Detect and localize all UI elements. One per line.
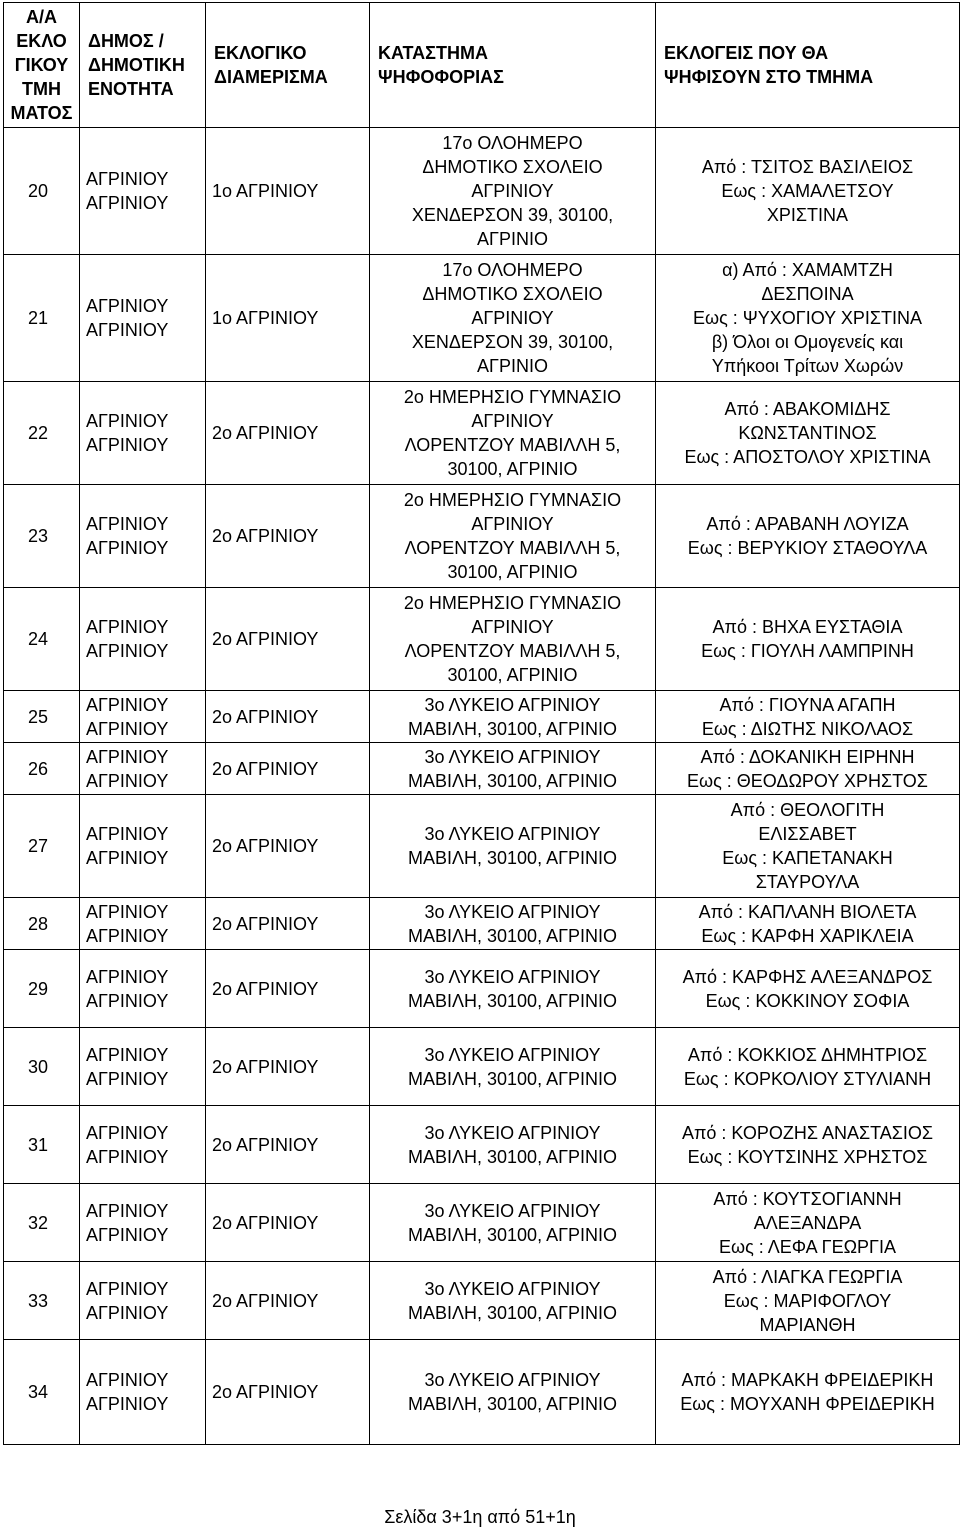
- district-cell: 2ο ΑΓΡΙΝΙΟΥ: [206, 1106, 370, 1184]
- voters-range-cell: [656, 128, 960, 255]
- municipality-line: ΑΓΡΙΝΙΟΥ: [86, 514, 169, 534]
- municipality-line: ΑΓΡΙΝΙΟΥ: [86, 411, 169, 431]
- municipality-line: ΑΓΡΙΝΙΟΥ: [86, 966, 169, 987]
- table-row: [4, 1262, 960, 1340]
- municipality-cell: [80, 950, 206, 1028]
- municipality-line: ΑΓΡΙΝΙΟΥ: [86, 1146, 169, 1167]
- header-aa-line: ΤΜΗ: [22, 79, 61, 99]
- municipality-cell: [80, 1340, 206, 1445]
- polling-store-line: ΑΓΡΙΝΙΟΥ: [471, 411, 554, 431]
- table-row: [4, 1028, 960, 1106]
- section-number: 28: [4, 898, 80, 950]
- polling-store-cell: [370, 743, 656, 795]
- header-municipality: [80, 3, 206, 128]
- voters-range-line: Εως : ΨΥΧΟΓΙΟΥ ΧΡΙΣΤΙΝΑ: [693, 308, 922, 328]
- voters-range-cell: [656, 485, 960, 588]
- voters-range-line: ΔΕΣΠΟΙΝΑ: [761, 284, 854, 304]
- table-body: [4, 128, 960, 1445]
- voters-range-line: ΧΡΙΣΤΙΝΑ: [766, 205, 849, 225]
- polling-store-line: ΧΕΝΔΕΡΣΟΝ 39, 30100,: [411, 332, 614, 352]
- table-row: [4, 382, 960, 485]
- voters-range-line: Εως : ΚΟΥΤΣΙΝΗΣ ΧΡΗΣΤΟΣ: [687, 1146, 928, 1167]
- voters-range-line: ΜΑΡΙΑΝΘΗ: [759, 1314, 856, 1335]
- polling-store-line: ΜΑΒΙΛΗ, 30100, ΑΓΡΙΝΙΟ: [407, 1394, 618, 1414]
- voters-range-cell: [656, 950, 960, 1028]
- polling-store-line: ΑΓΡΙΝΙΟΥ: [471, 181, 554, 201]
- polling-store-line: ΛΟΡΕΝΤΖΟΥ ΜΑΒΙΛΛΗ 5,: [404, 435, 621, 455]
- voters-range-line: Εως : ΒΕΡΥΚΙΟΥ ΣΤΑΘΟΥΛΑ: [687, 538, 928, 558]
- polling-store-cell: [370, 1106, 656, 1184]
- polling-store-line: 3ο ΛΥΚΕΙΟ ΑΓΡΙΝΙΟΥ: [424, 1044, 601, 1065]
- polling-store-line: ΑΓΡΙΝΙΟ: [477, 229, 548, 249]
- table-row: [4, 743, 960, 795]
- municipality-cell: [80, 743, 206, 795]
- header-aa: [4, 3, 80, 128]
- header-district-line: ΕΚΛΟΓΙΚΟ: [214, 43, 307, 63]
- district-cell: 2ο ΑΓΡΙΝΙΟΥ: [206, 795, 370, 898]
- voters-range-line: Εως : ΚΟΡΚΟΛΙΟΥ ΣΤΥΛΙΑΝΗ: [683, 1068, 932, 1089]
- section-number: 34: [4, 1340, 80, 1445]
- polling-store-cell: [370, 898, 656, 950]
- polling-store-cell: [370, 691, 656, 743]
- municipality-cell: [80, 128, 206, 255]
- municipality-cell: [80, 255, 206, 382]
- voters-range-line: ΣΤΑΥΡΟΥΛΑ: [755, 872, 860, 892]
- voters-range-line: Εως : ΚΑΠΕΤΑΝΑΚΗ: [722, 848, 893, 868]
- voters-range-line: Από : ΘΕΟΛΟΓΙΤΗ: [730, 800, 885, 820]
- section-number: 24: [4, 588, 80, 691]
- district-cell: 2ο ΑΓΡΙΝΙΟΥ: [206, 1028, 370, 1106]
- municipality-cell: [80, 795, 206, 898]
- header-store-line: ΨΗΦΟΦΟΡΙΑΣ: [378, 67, 504, 87]
- polling-store-line: 17ο ΟΛΟΗΜΕΡΟ: [442, 260, 583, 280]
- section-number: 26: [4, 743, 80, 795]
- voters-range-line: Εως : ΚΑΡΦΗ ΧΑΡΙΚΛΕΙΑ: [701, 925, 914, 946]
- municipality-cell: [80, 1106, 206, 1184]
- header-aa-line: Α/Α: [26, 7, 57, 27]
- table-row: [4, 128, 960, 255]
- voters-range-line: Εως : ΓΙΟΥΛΗ ΛΑΜΠΡΙΝΗ: [701, 641, 914, 661]
- header-store-line: ΚΑΤΑΣΤΗΜΑ: [378, 43, 488, 63]
- voters-range-line: α) Από : ΧΑΜΑΜΤΖΗ: [722, 260, 893, 280]
- polling-store-line: 3ο ΛΥΚΕΙΟ ΑΓΡΙΝΙΟΥ: [424, 1200, 601, 1221]
- voters-range-cell: [656, 382, 960, 485]
- municipality-line: ΑΓΡΙΝΙΟΥ: [86, 694, 169, 715]
- polling-store-line: ΜΑΒΙΛΗ, 30100, ΑΓΡΙΝΙΟ: [407, 1068, 618, 1089]
- polling-store-line: ΜΑΒΙΛΗ, 30100, ΑΓΡΙΝΙΟ: [407, 1224, 618, 1245]
- municipality-cell: [80, 485, 206, 588]
- district-cell: 2ο ΑΓΡΙΝΙΟΥ: [206, 898, 370, 950]
- voters-range-line: ΑΛΕΞΑΝΔΡΑ: [753, 1212, 862, 1233]
- page-footer: Σελίδα 3+1η από 51+1η: [384, 1507, 576, 1527]
- municipality-line: ΑΓΡΙΝΙΟΥ: [86, 169, 169, 189]
- municipality-line: ΑΓΡΙΝΙΟΥ: [86, 1302, 169, 1323]
- polling-store-cell: [370, 382, 656, 485]
- polling-store-line: ΜΑΒΙΛΗ, 30100, ΑΓΡΙΝΙΟ: [407, 718, 618, 739]
- voters-range-line: Από : ΚΟΥΤΣΟΓΙΑΝΝΗ: [713, 1188, 902, 1209]
- district-cell: 1ο ΑΓΡΙΝΙΟΥ: [206, 128, 370, 255]
- header-district: [206, 3, 370, 128]
- polling-store-line: 3ο ΛΥΚΕΙΟ ΑΓΡΙΝΙΟΥ: [424, 901, 601, 922]
- municipality-line: ΑΓΡΙΝΙΟΥ: [86, 901, 169, 922]
- polling-store-line: ΧΕΝΔΕΡΣΟΝ 39, 30100,: [411, 205, 614, 225]
- district-cell: 2ο ΑΓΡΙΝΙΟΥ: [206, 743, 370, 795]
- header-municipality-line: ΔΗΜΟΤΙΚΗ: [88, 55, 185, 75]
- municipality-line: ΑΓΡΙΝΙΟΥ: [86, 1224, 169, 1245]
- municipality-line: ΑΓΡΙΝΙΟΥ: [86, 990, 169, 1011]
- municipality-line: ΑΓΡΙΝΙΟΥ: [86, 1044, 169, 1065]
- municipality-line: ΑΓΡΙΝΙΟΥ: [86, 193, 169, 213]
- district-cell: 2ο ΑΓΡΙΝΙΟΥ: [206, 1262, 370, 1340]
- voters-range-line: Εως : ΧΑΜΑΛΕΤΣΟΥ: [721, 181, 894, 201]
- municipality-line: ΑΓΡΙΝΙΟΥ: [86, 320, 169, 340]
- table-row: [4, 1184, 960, 1262]
- voters-range-cell: [656, 1340, 960, 1445]
- section-number: 30: [4, 1028, 80, 1106]
- voters-range-line: Από : ΓΙΟΥΝΑ ΑΓΑΠΗ: [719, 694, 896, 715]
- polling-store-line: ΜΑΒΙΛΗ, 30100, ΑΓΡΙΝΙΟ: [407, 990, 618, 1011]
- header-voters: [656, 3, 960, 128]
- municipality-cell: [80, 588, 206, 691]
- polling-store-cell: [370, 795, 656, 898]
- voters-range-cell: [656, 1262, 960, 1340]
- polling-store-line: ΜΑΒΙΛΗ, 30100, ΑΓΡΙΝΙΟ: [407, 925, 618, 946]
- voters-range-line: Από : ΔΟΚΑΝΙΚΗ ΕΙΡΗΝΗ: [700, 746, 915, 767]
- voters-range-line: Από : ΤΣΙΤΟΣ ΒΑΣΙΛΕΙΟΣ: [701, 157, 914, 177]
- voters-range-cell: [656, 255, 960, 382]
- polling-store-line: ΔΗΜΟΤΙΚΟ ΣΧΟΛΕΙΟ: [422, 157, 603, 177]
- district-cell: 2ο ΑΓΡΙΝΙΟΥ: [206, 382, 370, 485]
- polling-stations-table: [3, 2, 960, 1445]
- polling-store-line: ΜΑΒΙΛΗ, 30100, ΑΓΡΙΝΙΟ: [407, 1302, 618, 1323]
- polling-store-line: ΑΓΡΙΝΙΟΥ: [471, 308, 554, 328]
- header-municipality-line: ΕΝΟΤΗΤΑ: [88, 79, 174, 99]
- voters-range-line: Εως : ΔΙΩΤΗΣ ΝΙΚΟΛΑΟΣ: [701, 718, 914, 739]
- polling-store-cell: [370, 1028, 656, 1106]
- polling-store-cell: [370, 1184, 656, 1262]
- district-cell: 2ο ΑΓΡΙΝΙΟΥ: [206, 588, 370, 691]
- voters-range-line: Εως : ΑΠΟΣΤΟΛΟΥ ΧΡΙΣΤΙΝΑ: [684, 447, 931, 467]
- section-number: 29: [4, 950, 80, 1028]
- header-store: [370, 3, 656, 128]
- voters-range-cell: [656, 588, 960, 691]
- voters-range-line: Από : ΜΑΡΚΑΚΗ ΦΡΕΙΔΕΡΙΚΗ: [681, 1370, 934, 1390]
- section-number: 23: [4, 485, 80, 588]
- table-row: [4, 485, 960, 588]
- polling-store-line: ΑΓΡΙΝΙΟΥ: [471, 514, 554, 534]
- district-cell: 2ο ΑΓΡΙΝΙΟΥ: [206, 950, 370, 1028]
- voters-range-cell: [656, 743, 960, 795]
- section-number: 21: [4, 255, 80, 382]
- header-district-line: ΔΙΑΜΕΡΙΣΜΑ: [214, 67, 328, 87]
- header-aa-line: ΕΚΛΟ: [16, 31, 67, 51]
- municipality-line: ΑΓΡΙΝΙΟΥ: [86, 770, 169, 791]
- voters-range-cell: [656, 1106, 960, 1184]
- section-number: 27: [4, 795, 80, 898]
- municipality-line: ΑΓΡΙΝΙΟΥ: [86, 848, 169, 868]
- polling-store-line: ΜΑΒΙΛΗ, 30100, ΑΓΡΙΝΙΟ: [407, 770, 618, 791]
- municipality-line: ΑΓΡΙΝΙΟΥ: [86, 1394, 169, 1414]
- municipality-line: ΑΓΡΙΝΙΟΥ: [86, 718, 169, 739]
- polling-store-line: 2ο ΗΜΕΡΗΣΙΟ ΓΥΜΝΑΣΙΟ: [403, 387, 622, 407]
- municipality-line: ΑΓΡΙΝΙΟΥ: [86, 746, 169, 767]
- polling-store-cell: [370, 1340, 656, 1445]
- section-number: 22: [4, 382, 80, 485]
- polling-store-line: 30100, ΑΓΡΙΝΙΟ: [447, 459, 578, 479]
- table-row: [4, 898, 960, 950]
- voters-range-line: Από : ΚΑΡΦΗΣ ΑΛΕΞΑΝΔΡΟΣ: [682, 966, 933, 987]
- polling-store-line: ΑΓΡΙΝΙΟΥ: [471, 617, 554, 637]
- table-row: [4, 1340, 960, 1445]
- municipality-line: ΑΓΡΙΝΙΟΥ: [86, 1200, 169, 1221]
- table-row: [4, 255, 960, 382]
- municipality-line: ΑΓΡΙΝΙΟΥ: [86, 641, 169, 661]
- polling-store-cell: [370, 950, 656, 1028]
- municipality-line: ΑΓΡΙΝΙΟΥ: [86, 1278, 169, 1299]
- polling-store-line: 2ο ΗΜΕΡΗΣΙΟ ΓΥΜΝΑΣΙΟ: [403, 490, 622, 510]
- voters-range-line: Εως : ΜΟΥΧΑΝΗ ΦΡΕΙΔΕΡΙΚΗ: [680, 1394, 935, 1414]
- voters-range-line: Από : ΚΟΡΟΖΗΣ ΑΝΑΣΤΑΣΙΟΣ: [681, 1122, 934, 1143]
- district-cell: 2ο ΑΓΡΙΝΙΟΥ: [206, 691, 370, 743]
- polling-store-line: 3ο ΛΥΚΕΙΟ ΑΓΡΙΝΙΟΥ: [424, 966, 601, 987]
- voters-range-line: Εως : ΚΟΚΚΙΝΟΥ ΣΟΦΙΑ: [705, 990, 910, 1011]
- voters-range-line: Εως : ΘΕΟΔΩΡΟΥ ΧΡΗΣΤΟΣ: [687, 770, 928, 791]
- district-cell: 1ο ΑΓΡΙΝΙΟΥ: [206, 255, 370, 382]
- polling-store-line: 3ο ΛΥΚΕΙΟ ΑΓΡΙΝΙΟΥ: [424, 1122, 601, 1143]
- polling-store-cell: [370, 128, 656, 255]
- voters-range-line: Από : ΒΗΧΑ ΕΥΣΤΑΘΙΑ: [712, 617, 903, 637]
- table-header-row: [4, 3, 960, 128]
- header-voters-line: ΕΚΛΟΓΕΙΣ ΠΟΥ ΘΑ: [664, 43, 829, 63]
- municipality-line: ΑΓΡΙΝΙΟΥ: [86, 925, 169, 946]
- polling-store-line: ΛΟΡΕΝΤΖΟΥ ΜΑΒΙΛΛΗ 5,: [404, 641, 621, 661]
- section-number: 33: [4, 1262, 80, 1340]
- municipality-line: ΑΓΡΙΝΙΟΥ: [86, 1370, 169, 1390]
- municipality-line: ΑΓΡΙΝΙΟΥ: [86, 1122, 169, 1143]
- municipality-line: ΑΓΡΙΝΙΟΥ: [86, 435, 169, 455]
- district-cell: 2ο ΑΓΡΙΝΙΟΥ: [206, 1340, 370, 1445]
- polling-store-line: 2ο ΗΜΕΡΗΣΙΟ ΓΥΜΝΑΣΙΟ: [403, 593, 622, 613]
- municipality-line: ΑΓΡΙΝΙΟΥ: [86, 1068, 169, 1089]
- header-voters-line: ΨΗΦΙΣΟΥΝ ΣΤΟ ΤΜΗΜΑ: [664, 67, 874, 87]
- municipality-line: ΑΓΡΙΝΙΟΥ: [86, 296, 169, 316]
- voters-range-cell: [656, 691, 960, 743]
- polling-store-line: 30100, ΑΓΡΙΝΙΟ: [447, 562, 578, 582]
- voters-range-cell: [656, 898, 960, 950]
- polling-store-line: ΜΑΒΙΛΗ, 30100, ΑΓΡΙΝΙΟ: [407, 848, 618, 868]
- voters-range-line: Εως : ΛΕΦΑ ΓΕΩΡΓΙΑ: [719, 1236, 896, 1257]
- polling-store-cell: [370, 588, 656, 691]
- voters-range-line: Από : ΑΒΑΚΟΜΙΔΗΣ: [724, 399, 891, 419]
- voters-range-cell: [656, 1028, 960, 1106]
- polling-store-line: ΑΓΡΙΝΙΟ: [477, 356, 548, 376]
- municipality-line: ΑΓΡΙΝΙΟΥ: [86, 617, 169, 637]
- header-municipality-line: ΔΗΜΟΣ /: [88, 31, 164, 51]
- voters-range-line: Από : ΚΟΚΚΙΟΣ ΔΗΜΗΤΡΙΟΣ: [687, 1044, 928, 1065]
- section-number: 32: [4, 1184, 80, 1262]
- voters-range-line: Από : ΛΙΑΓΚΑ ΓΕΩΡΓΙΑ: [712, 1266, 903, 1287]
- district-cell: 2ο ΑΓΡΙΝΙΟΥ: [206, 1184, 370, 1262]
- voters-range-cell: [656, 795, 960, 898]
- municipality-cell: [80, 691, 206, 743]
- table-row: [4, 950, 960, 1028]
- polling-store-line: ΜΑΒΙΛΗ, 30100, ΑΓΡΙΝΙΟ: [407, 1146, 618, 1167]
- table-row: [4, 691, 960, 743]
- polling-store-line: ΛΟΡΕΝΤΖΟΥ ΜΑΒΙΛΛΗ 5,: [404, 538, 621, 558]
- voters-range-cell: [656, 1184, 960, 1262]
- table-row: [4, 588, 960, 691]
- section-number: 31: [4, 1106, 80, 1184]
- section-number: 20: [4, 128, 80, 255]
- polling-store-cell: [370, 485, 656, 588]
- voters-range-line: ΚΩΝΣΤΑΝΤΙΝΟΣ: [738, 423, 877, 443]
- municipality-cell: [80, 1184, 206, 1262]
- voters-range-line: Από : ΑΡΑΒΑΝΗ ΛΟΥΙΖΑ: [706, 514, 909, 534]
- polling-store-line: 3ο ΛΥΚΕΙΟ ΑΓΡΙΝΙΟΥ: [424, 1370, 601, 1390]
- voters-range-line: Υπήκοοι Τρίτων Χωρών: [711, 356, 904, 376]
- header-aa-line: ΓΙΚΟΥ: [14, 55, 69, 75]
- polling-store-line: 17ο ΟΛΟΗΜΕΡΟ: [442, 133, 583, 153]
- polling-store-line: 3ο ΛΥΚΕΙΟ ΑΓΡΙΝΙΟΥ: [424, 694, 601, 715]
- polling-store-line: 30100, ΑΓΡΙΝΙΟ: [447, 665, 578, 685]
- polling-store-line: 3ο ΛΥΚΕΙΟ ΑΓΡΙΝΙΟΥ: [424, 1278, 601, 1299]
- district-cell: 2ο ΑΓΡΙΝΙΟΥ: [206, 485, 370, 588]
- polling-store-cell: [370, 1262, 656, 1340]
- polling-store-cell: [370, 255, 656, 382]
- municipality-cell: [80, 1262, 206, 1340]
- polling-store-line: 3ο ΛΥΚΕΙΟ ΑΓΡΙΝΙΟΥ: [424, 746, 601, 767]
- table-row: [4, 795, 960, 898]
- voters-range-line: ΕΛΙΣΣΑΒΕΤ: [758, 824, 857, 844]
- section-number: 25: [4, 691, 80, 743]
- voters-range-line: Από : ΚΑΠΛΑΝΗ ΒΙΟΛΕΤΑ: [698, 901, 917, 922]
- municipality-cell: [80, 898, 206, 950]
- municipality-line: ΑΓΡΙΝΙΟΥ: [86, 824, 169, 844]
- voters-range-line: Εως : ΜΑΡΙΦΟΓΛΟΥ: [723, 1290, 892, 1311]
- voters-range-line: β) Όλοι οι Ομογενείς και: [711, 332, 904, 352]
- table-row: [4, 1106, 960, 1184]
- municipality-cell: [80, 382, 206, 485]
- polling-store-line: 3ο ΛΥΚΕΙΟ ΑΓΡΙΝΙΟΥ: [424, 824, 601, 844]
- polling-store-line: ΔΗΜΟΤΙΚΟ ΣΧΟΛΕΙΟ: [422, 284, 603, 304]
- municipality-line: ΑΓΡΙΝΙΟΥ: [86, 538, 169, 558]
- header-aa-line: ΜΑΤΟΣ: [10, 103, 73, 123]
- municipality-cell: [80, 1028, 206, 1106]
